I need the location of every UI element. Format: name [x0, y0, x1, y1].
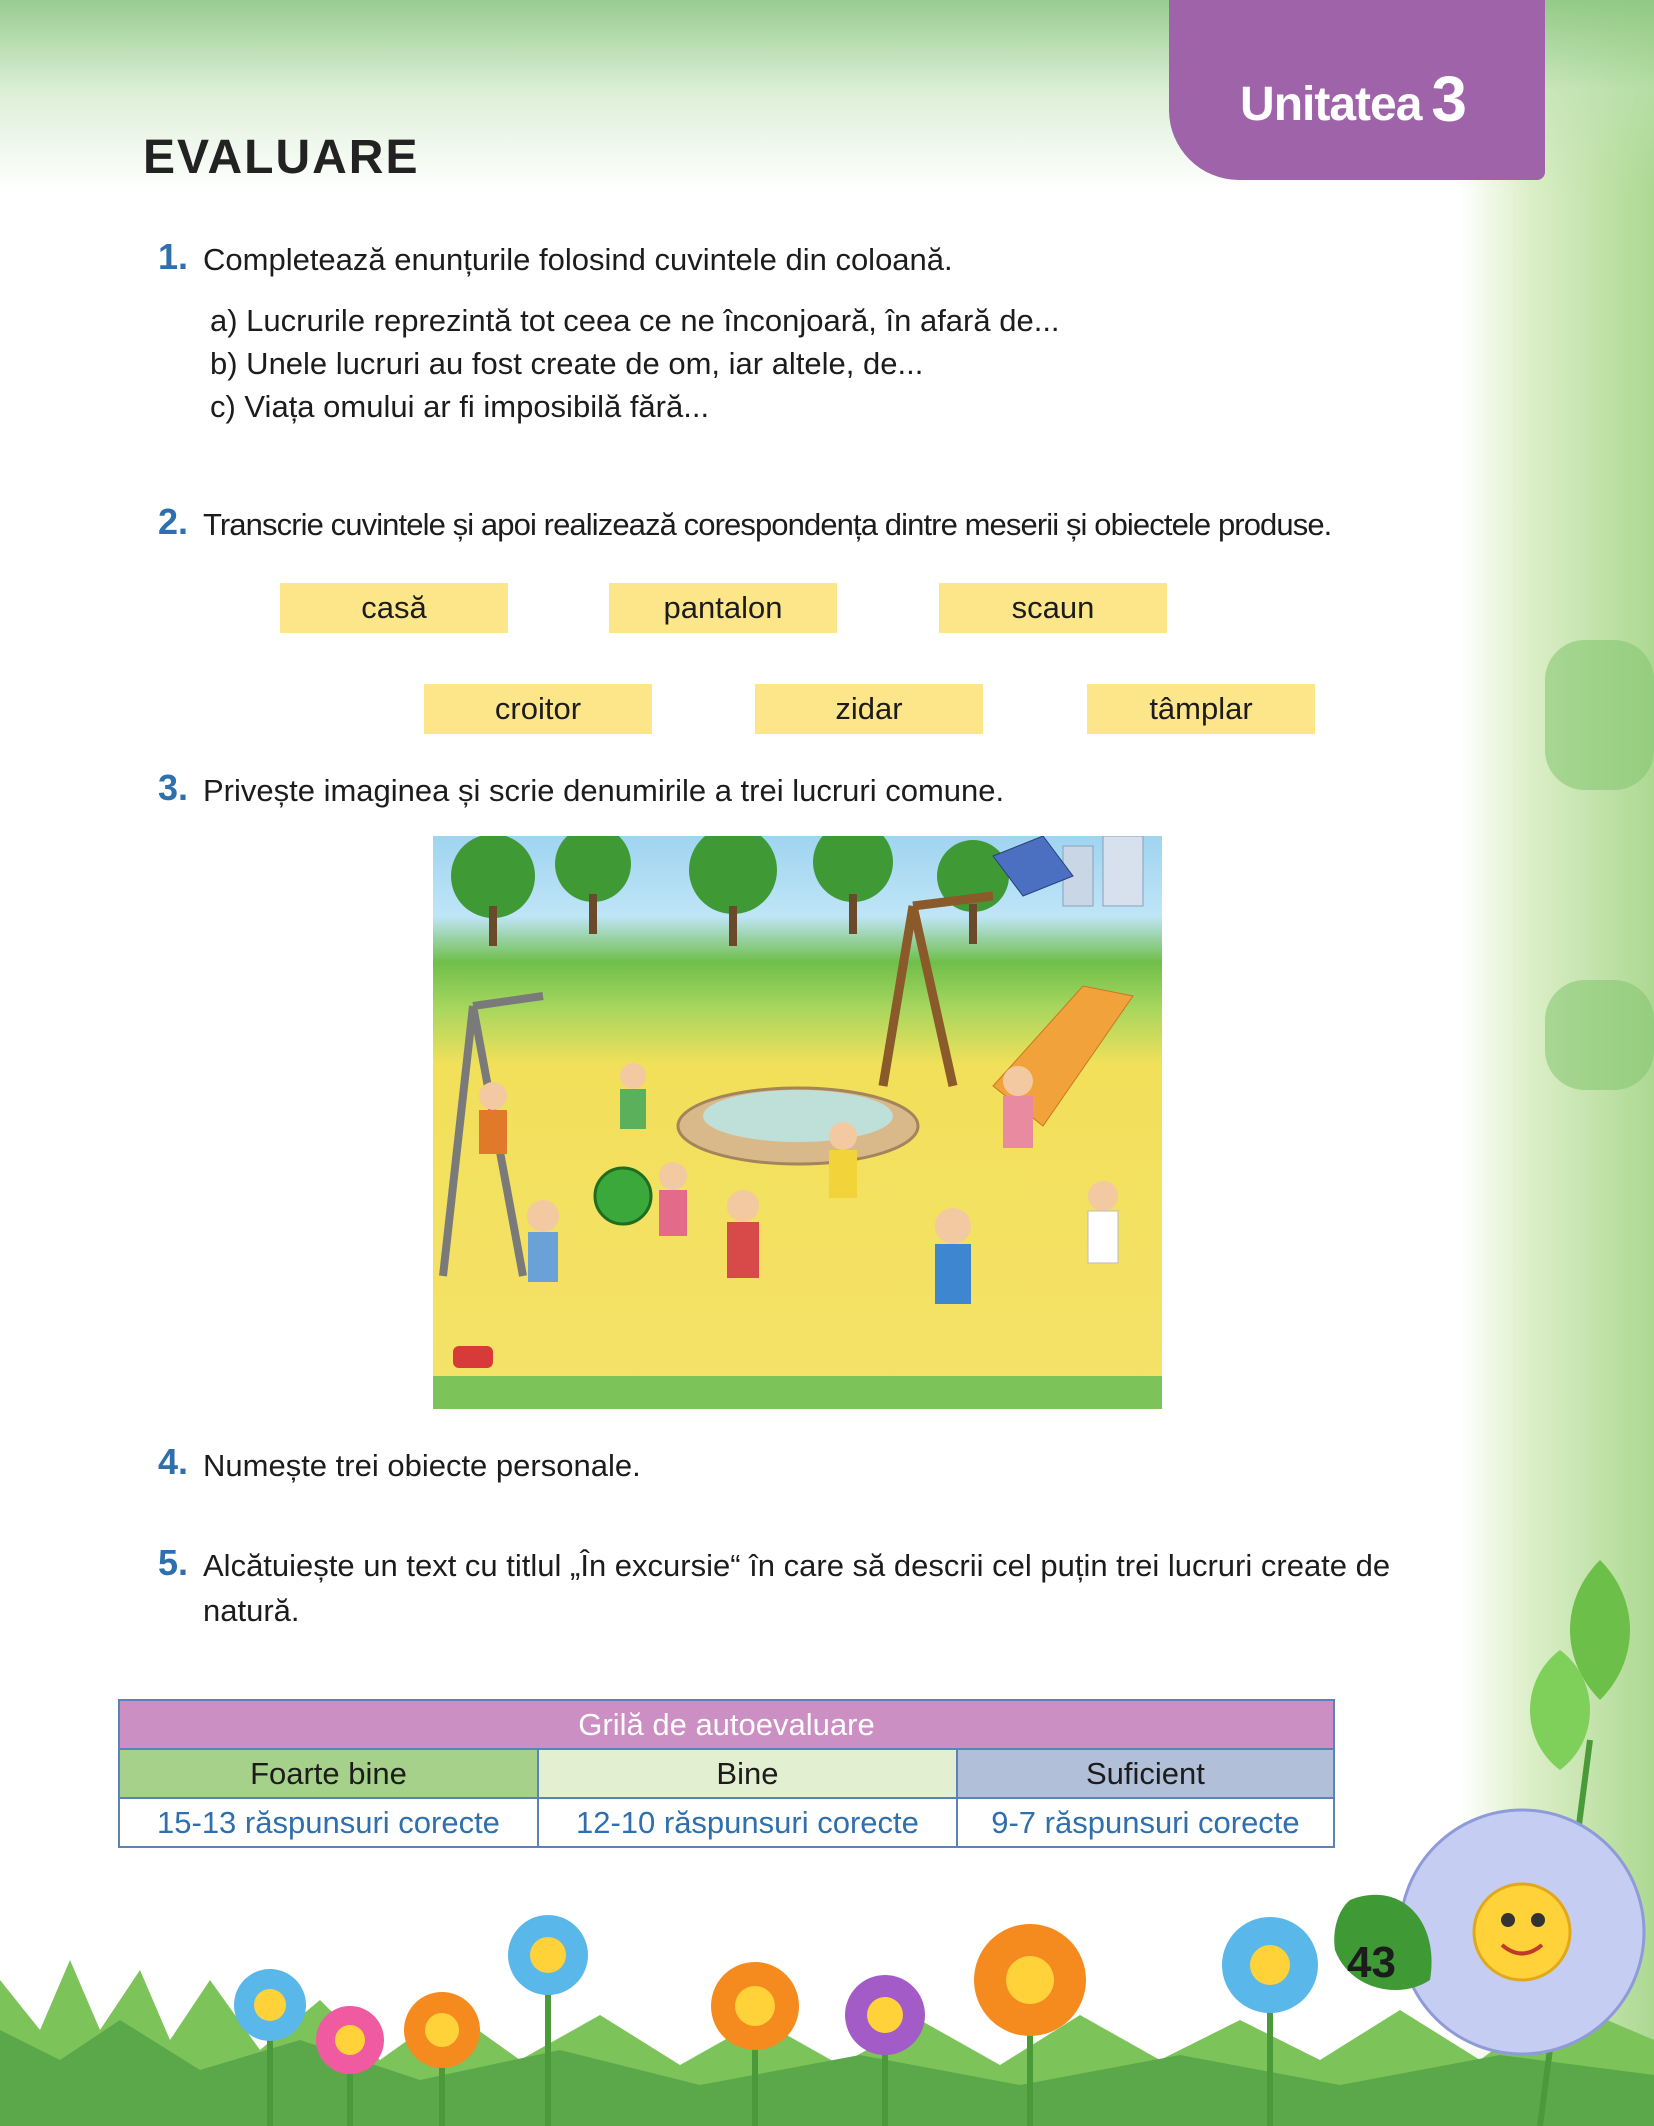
small-flower-blue — [234, 1969, 306, 2041]
decorative-green-blob — [1545, 980, 1654, 1090]
exercise-5-text-line2: natură. — [203, 1593, 300, 1628]
playground-illustration — [433, 836, 1162, 1409]
small-flower-orange — [974, 1924, 1086, 2036]
exercise-4-number: 4. — [158, 1441, 189, 1482]
self-evaluation-grid — [118, 1699, 1335, 1848]
word-box-zidar: zidar — [755, 684, 983, 734]
small-flower-pink — [316, 2006, 384, 2074]
grid-col-foarte-bine: Foarte bine — [119, 1749, 538, 1798]
exercise-1-item-a: a) Lucrurile reprezintă tot ceea ce ne înconjoară, în afară de... — [210, 303, 1060, 338]
word-box-croitor: croitor — [424, 684, 652, 734]
exercise-2-text: Transcrie cuvintele și apoi realizează corespondența dintre meserii și obiectele produse. — [203, 507, 1332, 542]
grid-value-foarte-bine: 15-13 răspunsuri corecte — [119, 1798, 538, 1847]
unit-label: Unitatea — [1240, 77, 1422, 131]
page-number: 43 — [1347, 1938, 1396, 1987]
playground-drawing — [433, 836, 1162, 1409]
small-flower-orange — [404, 1992, 480, 2068]
large-daisy — [1400, 1810, 1644, 2054]
exercise-2-number: 2. — [158, 501, 189, 542]
grid-col-suficient: Suficient — [957, 1749, 1334, 1798]
small-flower-blue — [508, 1915, 588, 1995]
exercise-3-text: Privește imaginea și scrie denumirile a trei lucruri comune. — [203, 773, 1005, 808]
word-box-scaun: scaun — [939, 583, 1167, 633]
exercise-3-number: 3. — [158, 767, 189, 808]
word-box-pantalon: pantalon — [609, 583, 837, 633]
grid-col-bine: Bine — [538, 1749, 957, 1798]
word-box-tamplar: tâmplar — [1087, 684, 1315, 734]
grid-title: Grilă de autoevaluare — [119, 1700, 1334, 1749]
exercise-1-item-c: c) Viața omului ar fi imposibilă fără... — [210, 389, 710, 424]
small-flower-purple — [845, 1975, 925, 2055]
grid-header-row — [119, 1749, 1334, 1798]
exercise-1-text: Completează enunțurile folosind cuvintele din coloană. — [203, 242, 953, 277]
grid-value-suficient: 9-7 răspunsuri corecte — [957, 1798, 1334, 1847]
grid-values-row — [119, 1798, 1334, 1847]
small-flower-blue — [1222, 1917, 1318, 2013]
grid-title-row — [119, 1700, 1334, 1749]
exercise-4-text: Numește trei obiecte personale. — [203, 1448, 641, 1483]
unit-tab — [1169, 0, 1545, 180]
decorative-green-blob — [1545, 640, 1654, 790]
exercise-1-number: 1. — [158, 236, 189, 277]
small-flower-orange — [711, 1962, 799, 2050]
word-box-casa: casă — [280, 583, 508, 633]
unit-number: 3 — [1431, 63, 1467, 135]
exercise-5-number: 5. — [158, 1542, 189, 1583]
page-title: EVALUARE — [143, 131, 420, 184]
exercise-5-text-line1: Alcătuiește un text cu titlul „În excursie“ în care să descrii cel puțin trei lucruri create de — [203, 1548, 1391, 1583]
exercise-1-item-b: b) Unele lucruri au fost create de om, iar altele, de... — [210, 346, 924, 381]
grid-value-bine: 12-10 răspunsuri corecte — [538, 1798, 957, 1847]
